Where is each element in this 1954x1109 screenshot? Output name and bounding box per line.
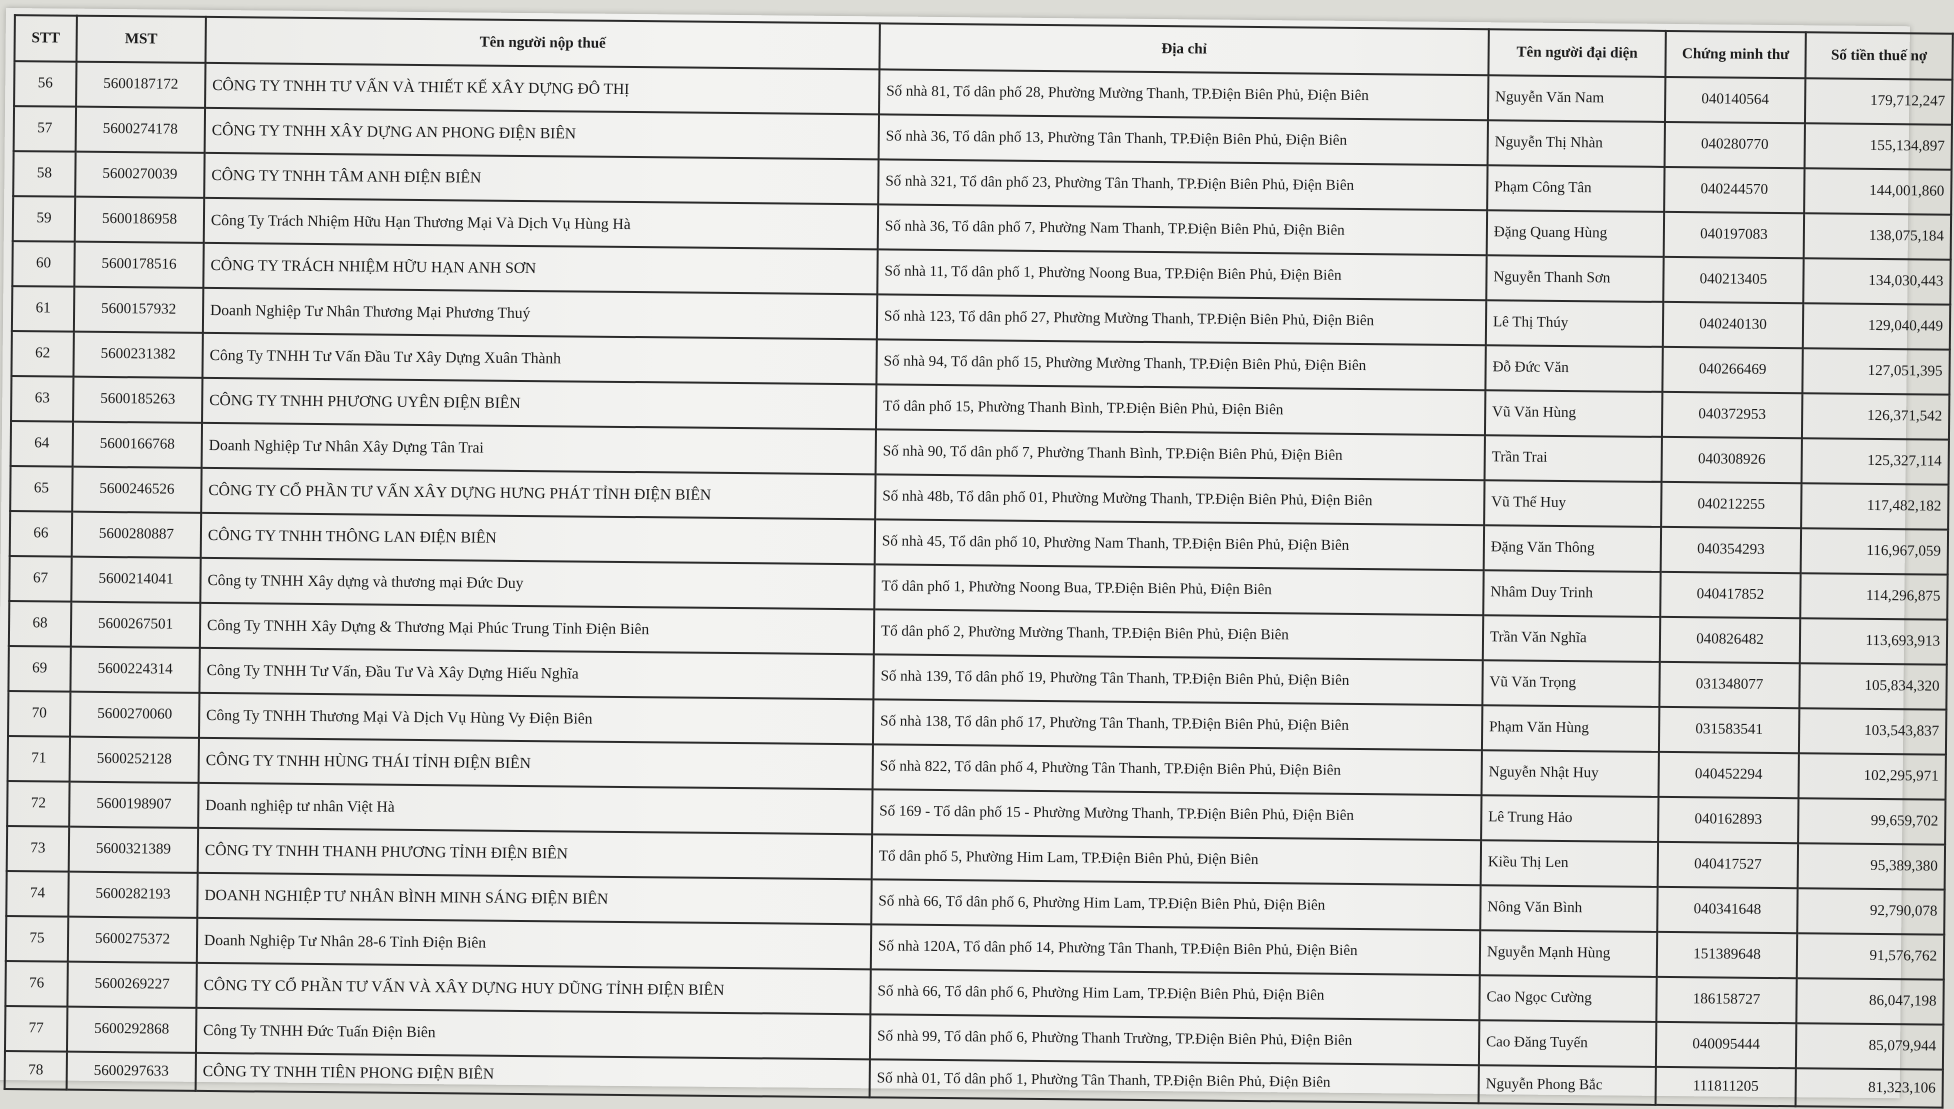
cell-representative: Nhâm Duy Trinh xyxy=(1483,570,1660,617)
cell-id-card: 040308926 xyxy=(1662,437,1802,483)
header-mst: MST xyxy=(76,16,205,63)
header-name: Tên người nộp thuế xyxy=(205,17,879,69)
cell-id-card: 040240130 xyxy=(1663,302,1803,348)
cell-representative: Phạm Công Tân xyxy=(1487,165,1664,212)
cell-stt: 66 xyxy=(10,511,72,557)
cell-address: Số nhà 66, Tổ dân phố 6, Phường Him Lam, TP.Điện Biên Phủ, Điện Biên xyxy=(871,879,1480,930)
cell-stt: 68 xyxy=(9,601,71,647)
cell-id-card: 040095444 xyxy=(1656,1022,1796,1068)
cell-address: Số nhà 01, Tổ dân phố 1, Phường Tân Thanh, TP.Điện Biên Phủ, Điện Biên xyxy=(870,1059,1479,1103)
cell-address: Số nhà 99, Tổ dân phố 6, Phường Thanh Trường, TP.Điện Biên Phủ, Điện Biên xyxy=(870,1014,1479,1065)
cell-taxpayer-name: CÔNG TY TRÁCH NHIỆM HỮU HẠN ANH SƠN xyxy=(203,243,877,294)
cell-id-card: 040140564 xyxy=(1665,77,1805,123)
cell-stt: 65 xyxy=(10,466,72,512)
cell-address: Số nhà 120A, Tổ dân phố 14, Phường Tân Thanh, TP.Điện Biên Phủ, Điện Biên xyxy=(871,924,1480,975)
cell-tax-debt: 91,576,762 xyxy=(1797,933,1944,979)
cell-taxpayer-name: DOANH NGHIỆP TƯ NHÂN BÌNH MINH SÁNG ĐIỆN BIÊN xyxy=(197,873,871,924)
cell-tax-debt: 81,323,106 xyxy=(1796,1068,1943,1107)
cell-mst: 5600186958 xyxy=(75,197,204,243)
cell-mst: 5600166768 xyxy=(73,422,202,468)
cell-representative: Nguyễn Thị Nhàn xyxy=(1488,120,1665,167)
cell-tax-debt: 126,371,542 xyxy=(1802,393,1949,439)
cell-taxpayer-name: CÔNG TY TNHH TƯ VẤN VÀ THIẾT KẾ XÂY DỰNG ĐÔ THỊ xyxy=(205,63,879,114)
cell-address: Số nhà 139, Tổ dân phố 19, Phường Tân Thanh, TP.Điện Biên Phủ, Điện Biên xyxy=(873,654,1482,705)
cell-taxpayer-name: Doanh nghiệp tư nhân Việt Hà xyxy=(198,783,872,834)
cell-representative: Nguyễn Phong Bắc xyxy=(1479,1065,1656,1105)
cell-tax-debt: 114,296,875 xyxy=(1800,573,1947,619)
cell-representative: Nguyễn Mạnh Hùng xyxy=(1480,930,1657,977)
cell-id-card: 040197083 xyxy=(1664,212,1804,258)
cell-tax-debt: 129,040,449 xyxy=(1803,303,1950,349)
cell-stt: 60 xyxy=(12,241,74,287)
cell-stt: 62 xyxy=(11,331,73,377)
cell-id-card: 040212255 xyxy=(1661,482,1801,528)
cell-id-card: 040417852 xyxy=(1660,572,1800,618)
cell-mst: 5600157932 xyxy=(74,287,203,333)
cell-representative: Đỗ Đức Văn xyxy=(1485,345,1662,392)
cell-mst: 5600178516 xyxy=(74,242,203,288)
header-id-card: Chứng minh thư xyxy=(1665,31,1805,78)
cell-address: Số nhà 11, Tổ dân phố 1, Phường Noong Bua, TP.Điện Biên Phủ, Điện Biên xyxy=(877,249,1486,300)
cell-stt: 64 xyxy=(11,421,73,467)
cell-address: Số nhà 36, Tổ dân phố 13, Phường Tân Thanh, TP.Điện Biên Phủ, Điện Biên xyxy=(879,114,1488,165)
cell-stt: 75 xyxy=(6,916,68,962)
cell-tax-debt: 99,659,702 xyxy=(1798,798,1945,844)
cell-representative: Đặng Quang Hùng xyxy=(1487,210,1664,257)
cell-id-card: 040162893 xyxy=(1658,797,1798,843)
document-page xyxy=(0,8,1946,1098)
cell-tax-debt: 86,047,198 xyxy=(1796,978,1943,1024)
cell-tax-debt: 95,389,380 xyxy=(1798,843,1945,889)
cell-stt: 72 xyxy=(7,781,69,827)
cell-tax-debt: 105,834,320 xyxy=(1799,663,1946,709)
cell-taxpayer-name: Công Ty TNHH Thương Mại Và Dịch Vụ Hùng Vy Điện Biên xyxy=(199,693,873,744)
cell-stt: 59 xyxy=(13,196,75,242)
cell-stt: 77 xyxy=(5,1006,67,1052)
cell-stt: 61 xyxy=(12,286,74,332)
cell-taxpayer-name: Doanh Nghiệp Tư Nhân 28-6 Tỉnh Điện Biên xyxy=(197,918,871,969)
cell-tax-debt: 155,134,897 xyxy=(1805,123,1952,169)
cell-id-card: 040341648 xyxy=(1657,887,1797,933)
cell-tax-debt: 144,001,860 xyxy=(1804,168,1951,214)
cell-id-card: 040266469 xyxy=(1662,347,1802,393)
cell-stt: 57 xyxy=(14,106,76,152)
header-representative: Tên người đại diện xyxy=(1488,29,1665,77)
cell-mst: 5600270060 xyxy=(70,692,199,738)
cell-stt: 70 xyxy=(8,691,70,737)
cell-id-card: 031583541 xyxy=(1659,707,1799,753)
cell-tax-debt: 116,967,059 xyxy=(1801,528,1948,574)
cell-address: Số nhà 45, Tổ dân phố 10, Phường Nam Thanh, TP.Điện Biên Phủ, Điện Biên xyxy=(875,519,1484,570)
cell-id-card: 040452294 xyxy=(1659,752,1799,798)
cell-address: Số 169 - Tổ dân phố 15 - Phường Mường Thanh, TP.Điện Biên Phủ, Điện Biên xyxy=(872,789,1481,840)
cell-taxpayer-name: CÔNG TY CỔ PHẦN TƯ VẤN VÀ XÂY DỰNG HUY DŨNG TỈNH ĐIỆN BIÊN xyxy=(196,963,870,1014)
cell-taxpayer-name: Công Ty Trách Nhiệm Hữu Hạn Thương Mại Và Dịch Vụ Hùng Hà xyxy=(204,198,878,249)
cell-stt: 69 xyxy=(8,646,70,692)
cell-mst: 5600292868 xyxy=(67,1007,196,1053)
cell-address: Số nhà 123, Tổ dân phố 27, Phường Mường Thanh, TP.Điện Biên Phủ, Điện Biên xyxy=(877,294,1486,345)
cell-id-card: 040244570 xyxy=(1664,167,1804,213)
cell-mst: 5600274178 xyxy=(76,107,205,153)
cell-taxpayer-name: CÔNG TY TNHH THANH PHƯƠNG TỈNH ĐIỆN BIÊN xyxy=(198,828,872,879)
cell-taxpayer-name: Công ty TNHH Xây dựng và thương mại Đức Duy xyxy=(200,558,874,609)
cell-stt: 74 xyxy=(6,871,68,917)
header-address: Địa chỉ xyxy=(879,23,1488,75)
cell-taxpayer-name: Doanh Nghiệp Tư Nhân Thương Mại Phương Thuý xyxy=(203,288,877,339)
cell-taxpayer-name: CÔNG TY TNHH TÂM ANH ĐIỆN BIÊN xyxy=(204,153,878,204)
table-body xyxy=(5,61,1953,1108)
cell-address: Số nhà 94, Tổ dân phố 15, Phường Mường Thanh, TP.Điện Biên Phủ, Điện Biên xyxy=(876,339,1485,390)
cell-mst: 5600267501 xyxy=(71,602,200,648)
cell-stt: 56 xyxy=(14,61,76,107)
cell-stt: 76 xyxy=(5,961,67,1007)
cell-taxpayer-name: Công Ty TNHH Xây Dựng & Thương Mại Phúc Trung Tỉnh Điện Biên xyxy=(200,603,874,654)
cell-representative: Vũ Thế Huy xyxy=(1484,480,1661,527)
cell-mst: 5600214041 xyxy=(71,557,200,603)
cell-tax-debt: 113,693,913 xyxy=(1800,618,1947,664)
cell-tax-debt: 138,075,184 xyxy=(1804,213,1951,259)
cell-tax-debt: 92,790,078 xyxy=(1797,888,1944,934)
cell-stt: 71 xyxy=(8,736,70,782)
cell-stt: 63 xyxy=(11,376,73,422)
cell-id-card: 040417527 xyxy=(1658,842,1798,888)
cell-address: Số nhà 81, Tổ dân phố 28, Phường Mường Thanh, TP.Điện Biên Phủ, Điện Biên xyxy=(879,69,1488,120)
cell-address: Số nhà 321, Tổ dân phố 23, Phường Tân Thanh, TP.Điện Biên Phủ, Điện Biên xyxy=(878,159,1487,210)
cell-representative: Nguyễn Thanh Sơn xyxy=(1486,255,1663,302)
cell-id-card: 186158727 xyxy=(1656,977,1796,1023)
cell-tax-debt: 117,482,182 xyxy=(1801,483,1948,529)
cell-address: Số nhà 36, Tổ dân phố 7, Phường Nam Thanh, TP.Điện Biên Phủ, Điện Biên xyxy=(878,204,1487,255)
cell-mst: 5600198907 xyxy=(69,782,198,828)
cell-id-card: 040372953 xyxy=(1662,392,1802,438)
cell-mst: 5600270039 xyxy=(75,152,204,198)
cell-representative: Phạm Văn Hùng xyxy=(1482,705,1659,752)
cell-id-card: 040280770 xyxy=(1665,122,1805,168)
cell-representative: Trần Văn Nghĩa xyxy=(1483,615,1660,662)
cell-id-card: 040354293 xyxy=(1661,527,1801,573)
cell-mst: 5600187172 xyxy=(76,62,205,108)
cell-id-card: 031348077 xyxy=(1659,662,1799,708)
cell-address: Số nhà 48b, Tổ dân phố 01, Phường Mường Thanh, TP.Điện Biên Phủ, Điện Biên xyxy=(875,474,1484,525)
cell-stt: 78 xyxy=(5,1051,67,1090)
cell-representative: Cao Ngọc Cường xyxy=(1479,975,1656,1022)
cell-mst: 5600231382 xyxy=(73,332,202,378)
cell-tax-debt: 179,712,247 xyxy=(1805,78,1952,124)
cell-tax-debt: 103,543,837 xyxy=(1799,708,1946,754)
cell-mst: 5600275372 xyxy=(68,917,197,963)
cell-address: Tổ dân phố 5, Phường Him Lam, TP.Điện Biên Phủ, Điện Biên xyxy=(872,834,1481,885)
cell-representative: Vũ Văn Hùng xyxy=(1485,390,1662,437)
cell-mst: 5600224314 xyxy=(70,647,199,693)
cell-tax-debt: 127,051,395 xyxy=(1802,348,1949,394)
cell-mst: 5600269227 xyxy=(67,962,196,1008)
cell-taxpayer-name: CÔNG TY TNHH HÙNG THÁI TỈNH ĐIỆN BIÊN xyxy=(199,738,873,789)
cell-id-card: 040213405 xyxy=(1663,257,1803,303)
cell-address: Tổ dân phố 15, Phường Thanh Bình, TP.Điện Biên Phủ, Điện Biên xyxy=(876,384,1485,435)
header-debt: Số tiền thuế nợ xyxy=(1805,32,1952,79)
cell-tax-debt: 125,327,114 xyxy=(1802,438,1949,484)
cell-mst: 5600246526 xyxy=(72,467,201,513)
cell-address: Số nhà 822, Tổ dân phố 4, Phường Tân Thanh, TP.Điện Biên Phủ, Điện Biên xyxy=(873,744,1482,795)
cell-taxpayer-name: Công Ty TNHH Tư Vấn Đầu Tư Xây Dựng Xuân Thành xyxy=(202,333,876,384)
cell-tax-debt: 102,295,971 xyxy=(1798,753,1945,799)
cell-taxpayer-name: CÔNG TY TNHH XÂY DỰNG AN PHONG ĐIỆN BIÊN xyxy=(205,108,879,159)
cell-address: Số nhà 66, Tổ dân phố 6, Phường Him Lam, TP.Điện Biên Phủ, Điện Biên xyxy=(870,969,1479,1020)
cell-taxpayer-name: Doanh Nghiệp Tư Nhân Xây Dựng Tân Trai xyxy=(202,423,876,474)
cell-taxpayer-name: CÔNG TY TNHH TIÊN PHONG ĐIỆN BIÊN xyxy=(196,1053,870,1097)
cell-id-card: 040826482 xyxy=(1660,617,1800,663)
cell-representative: Lê Thị Thúy xyxy=(1486,300,1663,347)
cell-stt: 73 xyxy=(7,826,69,872)
cell-representative: Nông Văn Bình xyxy=(1480,885,1657,932)
cell-taxpayer-name: CÔNG TY TNHH PHƯƠNG UYÊN ĐIỆN BIÊN xyxy=(202,378,876,429)
cell-stt: 67 xyxy=(9,556,71,602)
cell-taxpayer-name: CÔNG TY CỔ PHẦN TƯ VẤN XÂY DỰNG HƯNG PHÁT TỈNH ĐIỆN BIÊN xyxy=(201,468,875,519)
cell-address: Số nhà 138, Tổ dân phố 17, Phường Tân Thanh, TP.Điện Biên Phủ, Điện Biên xyxy=(873,699,1482,750)
cell-representative: Cao Đăng Tuyến xyxy=(1479,1020,1656,1067)
cell-mst: 5600280887 xyxy=(72,512,201,558)
tax-debt-table xyxy=(4,14,1954,1109)
cell-tax-debt: 85,079,944 xyxy=(1796,1023,1943,1069)
cell-taxpayer-name: CÔNG TY TNHH THÔNG LAN ĐIỆN BIÊN xyxy=(201,513,875,564)
cell-id-card: 111811205 xyxy=(1656,1067,1796,1106)
cell-taxpayer-name: Công Ty TNHH Đức Tuấn Điện Biên xyxy=(196,1008,870,1059)
cell-address: Tổ dân phố 1, Phường Noong Bua, TP.Điện Biên Phủ, Điện Biên xyxy=(874,564,1483,615)
cell-representative: Lê Trung Hảo xyxy=(1481,795,1658,842)
header-stt: STT xyxy=(14,15,76,62)
cell-mst: 5600321389 xyxy=(69,827,198,873)
cell-mst: 5600185263 xyxy=(73,377,202,423)
cell-taxpayer-name: Công Ty TNHH Tư Vấn, Đầu Tư Và Xây Dựng Hiếu Nghĩa xyxy=(199,648,873,699)
cell-id-card: 151389648 xyxy=(1657,932,1797,978)
cell-tax-debt: 134,030,443 xyxy=(1803,258,1950,304)
cell-representative: Trần Trai xyxy=(1485,435,1662,482)
cell-representative: Nguyễn Nhật Huy xyxy=(1482,750,1659,797)
cell-address: Số nhà 90, Tổ dân phố 7, Phường Thanh Bình, TP.Điện Biên Phủ, Điện Biên xyxy=(876,429,1485,480)
cell-representative: Kiều Thị Len xyxy=(1481,840,1658,887)
cell-mst: 5600252128 xyxy=(70,737,199,783)
cell-representative: Nguyễn Văn Nam xyxy=(1488,75,1665,122)
cell-representative: Vũ Văn Trọng xyxy=(1482,660,1659,707)
cell-mst: 5600282193 xyxy=(68,872,197,918)
cell-stt: 58 xyxy=(13,151,75,197)
cell-mst: 5600297633 xyxy=(67,1052,196,1091)
cell-representative: Đặng Văn Thông xyxy=(1484,525,1661,572)
cell-address: Tổ dân phố 2, Phường Mường Thanh, TP.Điện Biên Phủ, Điện Biên xyxy=(874,609,1483,660)
